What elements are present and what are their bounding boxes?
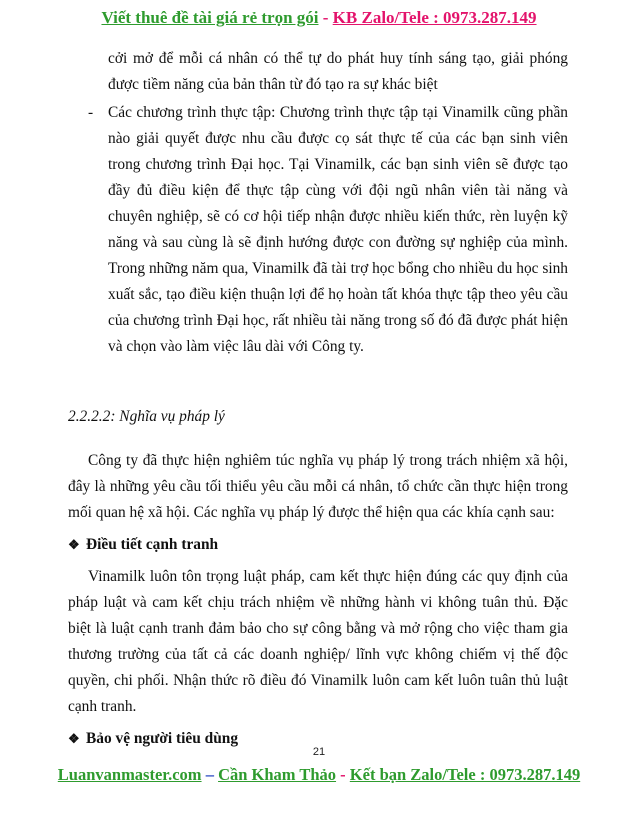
section-heading: 2.2.2.2: Nghĩa vụ pháp lý — [68, 408, 225, 425]
competition-paragraph: Vinamilk luôn tôn trọng luật pháp, cam kết thực hiện đúng các quy định của pháp luật và cam kết chịu trách nhiệm về những hành vi không tuân thủ. Đặc biệt là luật cạnh tranh đảm bảo cho sự công bằng và mở rộng cho việc tham gia thương trường của tất cả các doanh nghiệp/ lĩnh vực không chiếm vị thế độc quyền, chi phối. Nhận thức rõ điều đó Vinamilk luôn cam kết luôn tuân thủ luật cạnh tranh. — [68, 568, 568, 715]
footer-site-link[interactable]: Luanvanmaster.com — [57, 765, 202, 784]
dash-bullet: - — [88, 104, 94, 121]
header-service-link[interactable]: Viết thuê đề tài giá rẻ trọn gói — [101, 8, 319, 27]
legal-obligations-paragraph: Công ty đã thực hiện nghiêm túc nghĩa vụ pháp lý trong trách nhiệm xã hội, đây là những yêu cầu tối thiểu yêu cầu mỗi cá nhân, tổ chức cần thực hiện trong mối quan hệ xã hội. Các nghĩa vụ pháp lý được thể hiện qua các khía cạnh sau: — [68, 452, 568, 521]
intro-paragraph-continuation: cởi mở để mỗi cá nhân có thể tự do phát huy tính sáng tạo, giải phóng được tiềm năng của bản thân từ đó tạo ra sự khác biệt — [108, 50, 568, 93]
bullet-heading-label: Bảo vệ người tiêu dùng — [86, 730, 239, 747]
bullet-heading-label: Điều tiết cạnh tranh — [86, 536, 219, 553]
document-body — [68, 46, 568, 752]
page-header — [0, 8, 638, 28]
footer-separator: - — [336, 765, 350, 784]
internship-list-item — [68, 100, 568, 360]
footer-dash: – — [201, 765, 219, 784]
footer-name-link[interactable]: Cần Kham Thảo — [218, 765, 337, 784]
page-number: 21 — [312, 746, 326, 758]
footer-contact-link[interactable]: Kết bạn Zalo/Tele : 0973.287.149 — [349, 765, 581, 784]
header-contact-link[interactable]: KB Zalo/Tele : 0973.287.149 — [332, 8, 537, 27]
diamond-bullet-icon: ❖ — [68, 537, 80, 552]
page-footer — [0, 765, 638, 785]
internship-paragraph: Các chương trình thực tập: Chương trình thực tập tại Vinamilk cũng phần nào giải quyết được nhu cầu được cọ sát thực tế của các bạn sinh viên trong chương trình Đại học. Tại Vinamilk, các bạn sinh viên sẽ được tạo đầy đủ điều kiện để thực tập cùng với đội ngũ nhân viên tài năng và chuyên nghiệp, sẽ có cơ hội tiếp nhận được nhiều kiến thức, rèn luyện kỹ năng và sau cùng là sẽ định hướng được con đường sự nghiệp của mình. Trong những năm qua, Vinamilk đã tài trợ học bổng cho nhiều du học sinh xuất sắc, tạo điều kiện thuận lợi để họ hoàn tất khóa thực tập theo yêu cầu của chương trình Đại học, rất nhiều tài năng trong số đó đã được phát hiện và chọn vào làm việc lâu dài với Công ty. — [108, 104, 568, 355]
diamond-bullet-icon: ❖ — [68, 731, 80, 746]
header-separator: - — [318, 8, 333, 27]
bullet-heading-competition — [68, 532, 568, 558]
